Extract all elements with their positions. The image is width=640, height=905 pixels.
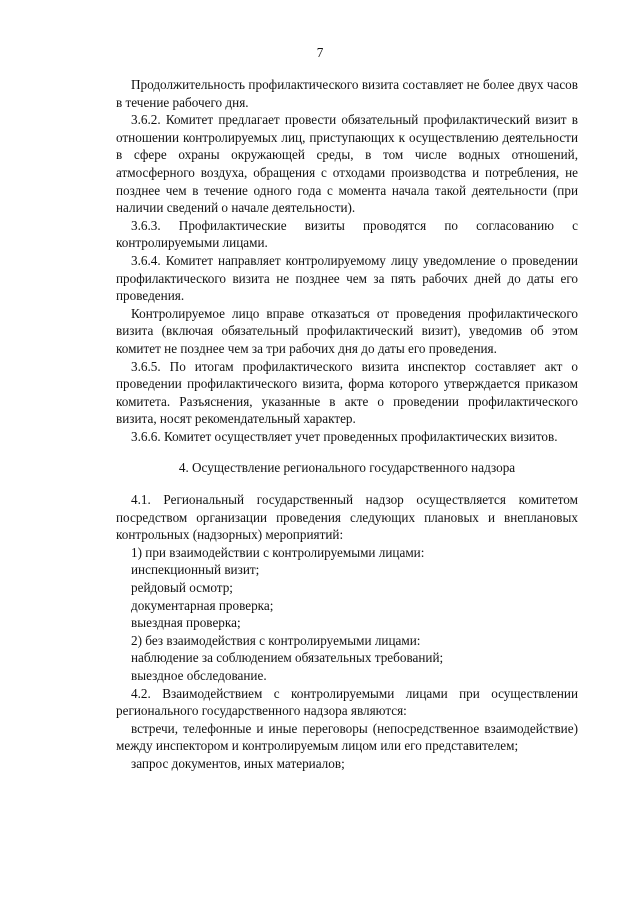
list-item: рейдовый осмотр; [131, 580, 233, 596]
section-spacer [116, 477, 578, 491]
paragraph-3-6-4: 3.6.4. Комитет направляет контролируемому лицу уведомление о проведении профилактического визита не позднее чем за пять рабочих дней до даты его проведения. [116, 252, 578, 304]
paragraph-visit-duration: Продолжительность профилактического визита составляет не более двух часов в течение рабочего дня. [116, 77, 578, 110]
list-item: выездная проверка; [131, 615, 241, 631]
list-item: документарная проверка; [131, 597, 274, 613]
paragraph-3-6-2: 3.6.2. Комитет предлагает провести обязательный профилактический визит в отношении контролируемых лиц, приступающих к осуществлению деятельности в сфере охраны окружающей среды, в том числе водных отношений, атмосферного воздуха, обращения с отходами производства и потребления, не позднее чем в течение одного года с момента начала такой деятельности (при наличии сведений о начале деятельности). [116, 112, 578, 216]
paragraph-refusal-right: Контролируемое лицо вправе отказаться от проведения профилактического визита (включая обязательный профилактический визит), уведомив об этом комитет не позднее чем за три рабочих дня до даты его проведения. [116, 305, 578, 356]
paragraph-document-request: запрос документов, иных материалов; [131, 755, 345, 771]
list-item: наблюдение за соблюдением обязательных требований; [131, 650, 444, 666]
paragraph-3-6-3: 3.6.3. Профилактические визиты проводятся по согласованию с контролируемыми лицами. [116, 217, 578, 251]
list-item: 1) при взаимодействии с контролируемыми лицами: [131, 544, 425, 560]
paragraph-4-1: 4.1. Региональный государственный надзор осуществляется комитетом посредством организации проведения следующих плановых и внеплановых контрольных (надзорных) мероприятий: [116, 492, 578, 543]
list-item: выездное обследование. [131, 668, 267, 683]
page-number: 7 [316, 45, 324, 60]
paragraph-3-6-6: 3.6.6. Комитет осуществляет учет проведенных профилактических визитов. [131, 428, 558, 444]
section-heading: 4. Осуществление регионального государственного надзора [178, 460, 516, 476]
document-body [116, 76, 578, 773]
paragraph-3-6-5: 3.6.5. По итогам профилактического визита инспектор составляет акт о проведении профилактического визита, форма которого утверждается приказом комитета. Разъяснения, указанные в акте о проведении профилактического визита, носят рекомендательный характер. [116, 358, 578, 427]
list-item: 2) без взаимодействия с контролируемыми лицами: [131, 632, 421, 648]
section-spacer [116, 445, 578, 459]
list-item: инспекционный визит; [131, 562, 260, 578]
paragraph-4-2: 4.2. Взаимодействием с контролируемыми лицами при осуществлении регионального государственного надзора являются: [116, 685, 578, 719]
paragraph-interaction-meetings: встречи, телефонные и иные переговоры (непосредственное взаимодействие) между инспектором и контролируемым лицом или его представителем; [116, 720, 578, 754]
